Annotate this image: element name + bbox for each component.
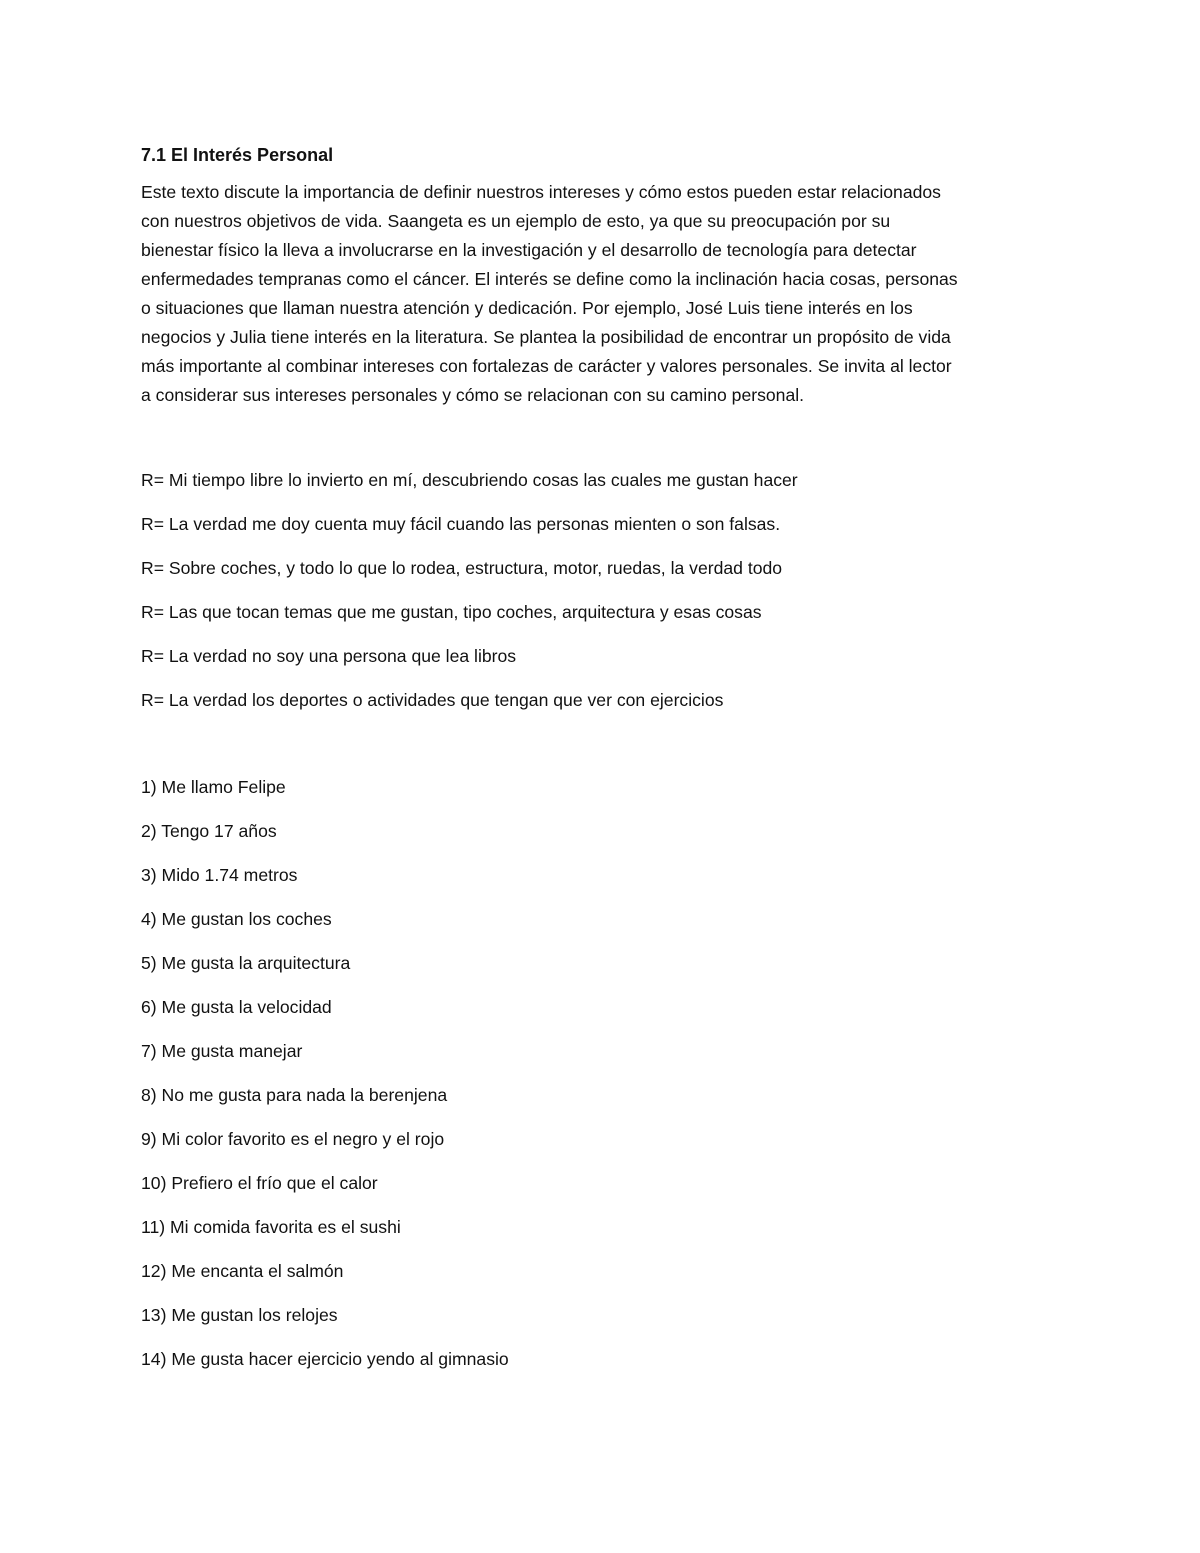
fact-item: 1) Me llamo Felipe — [141, 777, 286, 797]
fact-item: 2) Tengo 17 años — [141, 821, 277, 841]
paragraph-line: a considerar sus intereses personales y cómo se relacionan con su camino personal. — [141, 385, 805, 405]
fact-item: 8) No me gusta para nada la berenjena — [141, 1085, 448, 1105]
fact-item: 9) Mi color favorito es el negro y el rojo — [141, 1129, 445, 1149]
paragraph-line: más importante al combinar intereses con fortalezas de carácter y valores personales. Se invita al lector — [141, 356, 952, 376]
answer-item: R= Sobre coches, y todo lo que lo rodea, estructura, motor, ruedas, la verdad todo — [141, 558, 783, 578]
paragraph-line: bienestar físico la lleva a involucrarse en la investigación y el desarrollo de tecnología para detectar — [141, 240, 917, 260]
fact-item: 4) Me gustan los coches — [141, 909, 332, 929]
fact-item: 14) Me gusta hacer ejercicio yendo al gimnasio — [141, 1349, 509, 1369]
fact-item: 6) Me gusta la velocidad — [141, 997, 332, 1017]
answer-item: R= Las que tocan temas que me gustan, tipo coches, arquitectura y esas cosas — [141, 602, 762, 622]
answers-list — [141, 465, 1061, 729]
answer-item: R= La verdad me doy cuenta muy fácil cuando las personas mienten o son falsas. — [141, 514, 781, 534]
fact-item: 7) Me gusta manejar — [141, 1041, 303, 1061]
paragraph-line: con nuestros objetivos de vida. Saangeta es un ejemplo de esto, ya que su preocupación por su — [141, 211, 891, 231]
paragraph-line: o situaciones que llaman nuestra atención y dedicación. Por ejemplo, José Luis tiene interés en los — [141, 298, 913, 318]
answer-item: R= La verdad no soy una persona que lea libros — [141, 646, 517, 666]
fact-item: 5) Me gusta la arquitectura — [141, 953, 351, 973]
fact-item: 12) Me encanta el salmón — [141, 1261, 344, 1281]
paragraph-line: enfermedades tempranas como el cáncer. El interés se define como la inclinación hacia cosas, personas — [141, 269, 958, 289]
answer-item: R= La verdad los deportes o actividades que tengan que ver con ejercicios — [141, 690, 724, 710]
section-heading: 7.1 El Interés Personal — [141, 145, 334, 165]
paragraph-line: Este texto discute la importancia de definir nuestros intereses y cómo estos pueden estar relacionados — [141, 182, 941, 202]
summary-paragraph — [141, 178, 1061, 410]
fact-item: 3) Mido 1.74 metros — [141, 865, 298, 885]
fact-item: 11) Mi comida favorita es el sushi — [141, 1217, 401, 1237]
fact-item: 13) Me gustan los relojes — [141, 1305, 338, 1325]
fact-item: 10) Prefiero el frío que el calor — [141, 1173, 378, 1193]
answer-item: R= Mi tiempo libre lo invierto en mí, descubriendo cosas las cuales me gustan hacer — [141, 470, 798, 490]
document-content — [141, 140, 1061, 1388]
paragraph-line: negocios y Julia tiene interés en la literatura. Se plantea la posibilidad de encontrar un propósito de vida — [141, 327, 951, 347]
personal-facts-list — [141, 772, 1061, 1388]
